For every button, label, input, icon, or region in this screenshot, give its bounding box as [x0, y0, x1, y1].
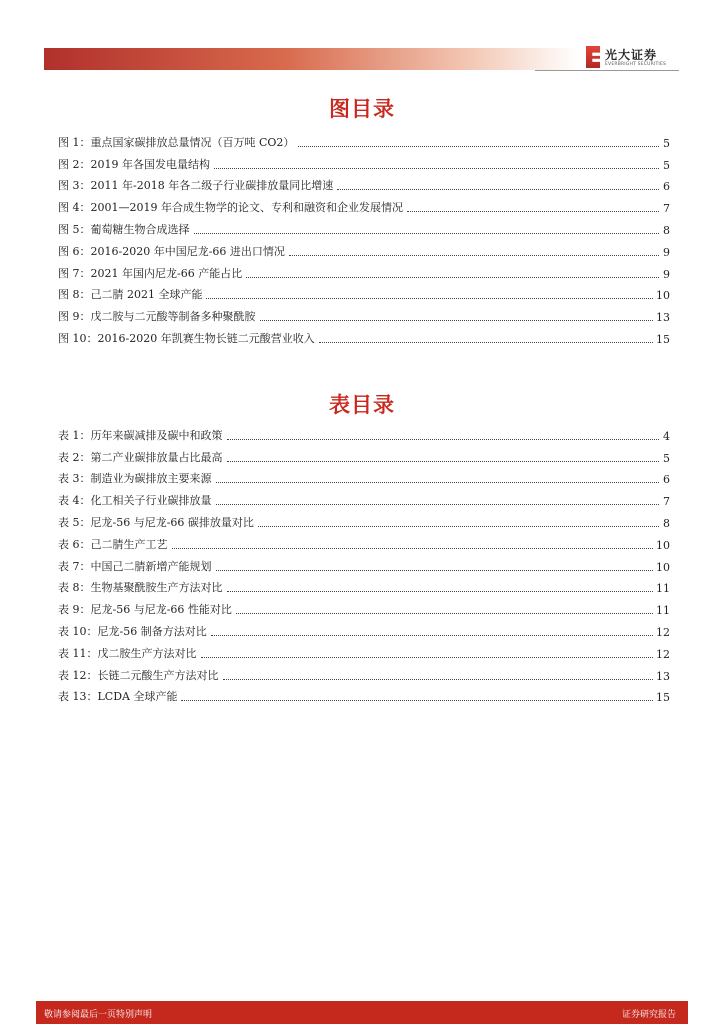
toc-entry-page: 8 — [663, 516, 670, 530]
toc-dot-leader — [236, 613, 653, 614]
toc-entry-label: 图 5：葡萄糖生物合成选择 — [58, 222, 190, 236]
toc-entry-label: 图 2：2019 年各国发电量结构 — [58, 157, 210, 171]
toc-entry[interactable] — [58, 128, 670, 150]
header-rule — [535, 70, 679, 71]
toc-entry-label: 表 9：尼龙-56 与尼龙-66 性能对比 — [58, 603, 232, 617]
toc-entry-page: 13 — [656, 311, 670, 325]
toc-dot-leader — [227, 439, 660, 440]
toc-dot-leader — [216, 504, 660, 505]
toc-entry-page: 4 — [663, 429, 670, 443]
toc-dot-leader — [181, 700, 653, 701]
toc-entry-label: 表 5：尼龙-56 与尼龙-66 碳排放量对比 — [58, 515, 254, 529]
toc-entry[interactable] — [58, 486, 670, 508]
toc-entry-label: 表 8：生物基聚酰胺生产方法对比 — [58, 581, 223, 595]
toc-entry-page: 10 — [656, 560, 670, 574]
toc-entry-label: 表 7：中国己二腈新增产能规划 — [58, 559, 212, 573]
toc-dot-leader — [216, 570, 654, 571]
toc-entry-page: 9 — [663, 245, 670, 259]
brand-name-en: EVERBRIGHT SECURITIES — [605, 62, 667, 67]
tables-toc-list — [58, 421, 670, 704]
toc-entry[interactable] — [58, 150, 670, 172]
toc-dot-leader — [258, 526, 659, 527]
figures-section-title: 图目录 — [329, 97, 395, 121]
footer-disclaimer-link[interactable]: 敬请参阅最后一页特别声明 — [44, 1010, 153, 1020]
toc-entry-page: 12 — [656, 647, 670, 661]
toc-entry-label: 表 3：制造业为碳排放主要来源 — [58, 472, 212, 486]
toc-entry-label: 图 7：2021 年国内尼龙-66 产能占比 — [58, 266, 243, 280]
toc-entry[interactable] — [58, 683, 670, 705]
footer-report-type: 证券研究报告 — [621, 1010, 676, 1020]
toc-entry-page: 6 — [663, 180, 670, 194]
toc-entry[interactable] — [58, 508, 670, 530]
toc-entry-label: 表 13：LCDA 全球产能 — [58, 690, 178, 704]
toc-entry-label: 图 1：重点国家碳排放总量情况（百万吨 CO2） — [58, 135, 295, 149]
toc-dot-leader — [216, 482, 660, 483]
toc-entry-page: 15 — [656, 691, 670, 705]
toc-entry-page: 8 — [663, 223, 670, 237]
toc-entry[interactable] — [58, 281, 670, 303]
toc-entry[interactable] — [58, 237, 670, 259]
toc-entry-page: 11 — [656, 604, 670, 618]
toc-entry-page: 12 — [656, 625, 670, 639]
toc-dot-leader — [227, 461, 660, 462]
toc-dot-leader — [319, 342, 653, 343]
header-gradient-bar — [44, 48, 579, 70]
toc-entry[interactable] — [58, 302, 670, 324]
toc-dot-leader — [206, 298, 653, 299]
toc-dot-leader — [246, 277, 659, 278]
toc-entry-page: 6 — [663, 473, 670, 487]
toc-entry-label: 图 10：2016-2020 年凯赛生物长链二元酸营业收入 — [58, 331, 315, 345]
everbright-logo-icon — [586, 46, 600, 68]
toc-entry-page: 5 — [663, 136, 670, 150]
toc-entry-page: 11 — [656, 582, 670, 596]
toc-dot-leader — [227, 591, 654, 592]
toc-entry[interactable] — [58, 530, 670, 552]
toc-dot-leader — [201, 657, 654, 658]
toc-entry[interactable] — [58, 661, 670, 683]
toc-entry-page: 10 — [656, 289, 670, 303]
toc-dot-leader — [407, 211, 659, 212]
toc-dot-leader — [260, 320, 654, 321]
toc-entry[interactable] — [58, 465, 670, 487]
toc-entry-page: 7 — [663, 202, 670, 216]
toc-entry-page: 15 — [656, 332, 670, 346]
toc-entry[interactable] — [58, 639, 670, 661]
toc-entry-label: 图 6：2016-2020 年中国尼龙-66 进出口情况 — [58, 244, 285, 258]
brand-name-cn: 光大证券 — [605, 48, 658, 62]
toc-entry[interactable] — [58, 421, 670, 443]
toc-dot-leader — [172, 548, 654, 549]
toc-entry-label: 图 9：戊二胺与二元酸等制备多种聚酰胺 — [58, 310, 256, 324]
toc-entry[interactable] — [58, 617, 670, 639]
toc-dot-leader — [214, 168, 659, 169]
toc-entry-page: 9 — [663, 267, 670, 281]
toc-dot-leader — [337, 189, 659, 190]
toc-entry-label: 表 1：历年来碳减排及碳中和政策 — [58, 428, 223, 442]
toc-entry-page: 5 — [663, 158, 670, 172]
toc-entry-page: 13 — [656, 669, 670, 683]
footer-bar — [36, 1001, 688, 1024]
toc-dot-leader — [298, 146, 659, 147]
brand-logo — [586, 46, 686, 70]
toc-entry[interactable] — [58, 595, 670, 617]
toc-entry[interactable] — [58, 259, 670, 281]
figures-toc-list — [58, 128, 670, 346]
toc-entry-label: 表 2：第二产业碳排放量占比最高 — [58, 450, 223, 464]
toc-entry-label: 表 11：戊二胺生产方法对比 — [58, 646, 197, 660]
tables-section-title: 表目录 — [329, 393, 395, 417]
toc-entry-label: 图 4：2001—2019 年合成生物学的论文、专利和融资和企业发展情况 — [58, 201, 403, 215]
toc-entry-label: 表 6：己二腈生产工艺 — [58, 537, 168, 551]
toc-entry-label: 图 8：己二腈 2021 全球产能 — [58, 288, 203, 302]
toc-dot-leader — [289, 255, 659, 256]
toc-entry[interactable] — [58, 324, 670, 346]
toc-entry-page: 7 — [663, 495, 670, 509]
toc-entry-label: 表 4：化工相关子行业碳排放量 — [58, 494, 212, 508]
toc-dot-leader — [211, 635, 653, 636]
toc-entry-page: 10 — [656, 538, 670, 552]
toc-dot-leader — [223, 679, 654, 680]
toc-entry-label: 表 10：尼龙-56 制备方法对比 — [58, 624, 207, 638]
toc-entry[interactable] — [58, 574, 670, 596]
toc-entry[interactable] — [58, 443, 670, 465]
toc-entry[interactable] — [58, 193, 670, 215]
toc-entry[interactable] — [58, 215, 670, 237]
toc-entry[interactable] — [58, 172, 670, 194]
toc-entry-label: 图 3：2011 年-2018 年各二级子行业碳排放量同比增速 — [58, 179, 334, 193]
toc-entry-label: 表 12：长链二元酸生产方法对比 — [58, 668, 219, 682]
toc-entry-page: 5 — [663, 451, 670, 465]
toc-dot-leader — [194, 233, 660, 234]
toc-entry[interactable] — [58, 552, 670, 574]
